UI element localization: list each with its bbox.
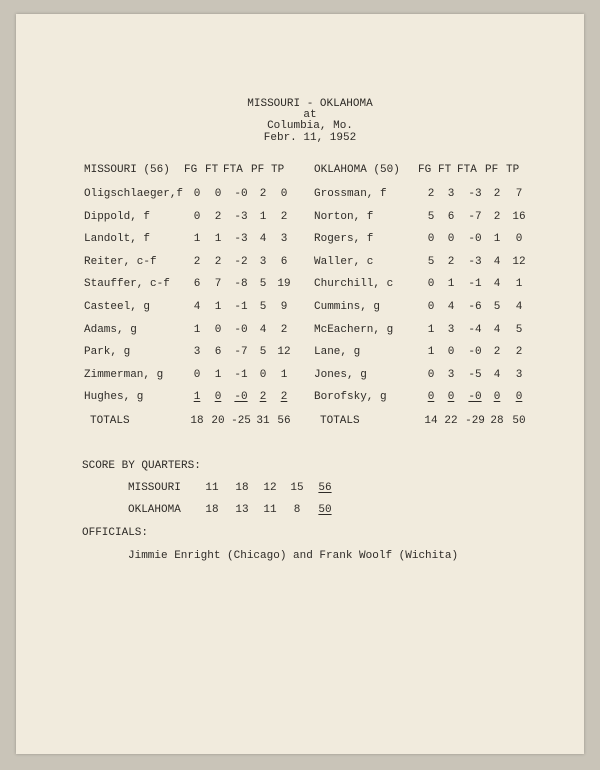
stat-cell: 3 [515, 368, 523, 381]
stat-cell: 2 [280, 210, 288, 223]
stat-cell: 0 [427, 391, 435, 404]
quarter-score: 50 [318, 504, 332, 516]
quarters-label: SCORE BY QUARTERS: [82, 460, 201, 472]
stat-cell: 2 [259, 188, 267, 200]
stat-cell: -0 [234, 391, 248, 404]
stat-cell: 2 [427, 188, 435, 200]
quarter-score: 12 [263, 482, 277, 494]
stat-cell: 0 [447, 233, 455, 246]
stat-cell: 4 [493, 255, 501, 268]
oklahoma-title: OKLAHOMA (50) [314, 164, 400, 176]
quarters-team: MISSOURI [128, 482, 181, 494]
left-col-fg: FG [184, 164, 198, 176]
stat-cell: 1 [193, 391, 201, 404]
total-cell: -29 [465, 415, 485, 427]
right-col-ft: FT [438, 164, 452, 176]
stat-cell: 1 [493, 233, 501, 246]
total-cell: 28 [490, 415, 504, 427]
stat-cell: -0 [468, 391, 482, 404]
player-name: Churchill, c [314, 278, 394, 291]
player-name: Jones, g [314, 368, 367, 381]
stat-cell: 5 [259, 278, 267, 291]
stat-cell: 2 [280, 391, 288, 404]
stat-cell: 0 [193, 368, 201, 381]
quarter-score: 13 [235, 504, 249, 516]
player-name: Cummins, g [314, 301, 381, 313]
player-name: Reiter, c-f [84, 255, 157, 268]
left-col-tp: TP [271, 164, 285, 176]
stat-cell: 2 [493, 188, 501, 200]
stat-cell: -3 [234, 233, 248, 246]
stat-cell: 4 [447, 301, 455, 313]
player-name: Hughes, g [84, 391, 144, 404]
stat-cell: 6 [193, 278, 201, 291]
stat-cell: 4 [515, 301, 523, 313]
missouri-title: MISSOURI (56) [84, 164, 170, 176]
quarter-score: 18 [235, 482, 249, 494]
quarter-score: 15 [290, 482, 304, 494]
stat-cell: -4 [468, 323, 482, 336]
player-name: Rogers, f [314, 233, 374, 246]
stat-cell: 7 [214, 278, 222, 291]
stat-cell: -5 [468, 368, 482, 381]
quarter-score: 8 [293, 504, 301, 516]
total-cell: -25 [231, 415, 251, 427]
player-name: Park, g [84, 346, 131, 359]
stat-cell: 7 [515, 188, 523, 200]
stat-cell: 3 [259, 255, 267, 268]
player-name: Landolt, f [84, 233, 151, 246]
stat-cell: 2 [493, 346, 501, 359]
stat-cell: -0 [468, 233, 482, 246]
stat-cell: 0 [515, 391, 523, 404]
total-cell: 56 [277, 415, 291, 427]
stat-cell: 0 [447, 346, 455, 359]
stat-cell: 4 [259, 233, 267, 246]
stat-cell: 0 [427, 233, 435, 246]
stat-cell: 4 [493, 368, 501, 381]
stat-cell: 1 [214, 301, 222, 313]
stat-cell: 1 [515, 278, 523, 291]
stat-cell: 5 [427, 255, 435, 268]
stat-cell: 5 [259, 301, 267, 313]
right-col-tp: TP [506, 164, 520, 176]
player-name: Lane, g [314, 346, 361, 359]
stat-cell: 12 [277, 346, 291, 359]
player-name: Grossman, f [314, 188, 387, 200]
officials-label: OFFICIALS: [82, 527, 149, 539]
stat-cell: -1 [234, 368, 248, 381]
stat-cell: -7 [234, 346, 248, 359]
stat-cell: 2 [447, 255, 455, 268]
stat-cell: -2 [234, 255, 248, 268]
stat-cell: 0 [259, 368, 267, 381]
stat-cell: 5 [259, 346, 267, 359]
stat-cell: 4 [259, 323, 267, 336]
totals-label: TOTALS [320, 415, 360, 427]
stat-cell: -0 [234, 323, 248, 336]
stat-cell: 1 [427, 323, 435, 336]
total-cell: 18 [190, 415, 204, 427]
stat-cell: 2 [280, 323, 288, 336]
player-name: Dippold, f [84, 210, 151, 223]
stat-cell: -1 [234, 301, 248, 313]
stat-cell: 3 [447, 368, 455, 381]
total-cell: 14 [424, 415, 438, 427]
stat-cell: 1 [259, 210, 267, 223]
quarters-team: OKLAHOMA [128, 504, 181, 516]
stat-cell: 4 [493, 278, 501, 291]
document-page [16, 14, 584, 754]
stat-cell: -7 [468, 210, 482, 223]
stat-cell: -1 [468, 278, 482, 291]
stat-cell: 6 [447, 210, 455, 223]
player-name: Waller, c [314, 255, 374, 268]
quarter-score: 11 [205, 482, 219, 494]
stat-cell: 1 [214, 233, 222, 246]
left-col-ft: FT [205, 164, 219, 176]
stat-cell: 3 [280, 233, 288, 246]
stat-cell: 1 [214, 368, 222, 381]
stat-cell: 1 [193, 323, 201, 336]
right-col-fg: FG [418, 164, 432, 176]
quarter-score: 11 [263, 504, 277, 516]
stat-cell: 3 [193, 346, 201, 359]
stat-cell: 2 [214, 255, 222, 268]
stat-cell: 0 [427, 278, 435, 291]
stat-cell: 12 [512, 255, 526, 268]
stat-cell: -0 [234, 188, 248, 200]
stat-cell: 1 [427, 346, 435, 359]
stat-cell: 2 [493, 210, 501, 223]
stat-cell: 0 [427, 368, 435, 381]
stat-cell: 2 [259, 391, 267, 404]
header-location: Columbia, Mo. [267, 120, 353, 132]
stat-cell: 0 [447, 391, 455, 404]
quarter-score: 56 [318, 482, 332, 494]
total-cell: 50 [512, 415, 526, 427]
stat-cell: 5 [493, 301, 501, 313]
stat-cell: 0 [280, 188, 288, 200]
stat-cell: 6 [280, 255, 288, 268]
stat-cell: 0 [515, 233, 523, 246]
stat-cell: 1 [447, 278, 455, 291]
stat-cell: 5 [515, 323, 523, 336]
stat-cell: 0 [214, 391, 222, 404]
header-at: at [303, 109, 317, 121]
stat-cell: 2 [214, 210, 222, 223]
stat-cell: 5 [427, 210, 435, 223]
stat-cell: 3 [447, 188, 455, 200]
stat-cell: -3 [468, 255, 482, 268]
left-col-fta: FTA [223, 164, 243, 176]
quarter-score: 18 [205, 504, 219, 516]
header-date: Febr. 11, 1952 [263, 132, 357, 144]
player-name: Oligschlaeger,f [84, 188, 184, 200]
player-name: Norton, f [314, 210, 374, 223]
stat-cell: 0 [214, 323, 222, 336]
stat-cell: 3 [447, 323, 455, 336]
left-col-pf: PF [251, 164, 265, 176]
total-cell: 20 [211, 415, 225, 427]
total-cell: 22 [444, 415, 458, 427]
officials-text: Jimmie Enright (Chicago) and Frank Woolf (Wichita) [128, 550, 459, 562]
stat-cell: -8 [234, 278, 248, 291]
stat-cell: 1 [280, 368, 288, 381]
stat-cell: 2 [193, 255, 201, 268]
stat-cell: -3 [468, 188, 482, 200]
stat-cell: 2 [515, 346, 523, 359]
stat-cell: -3 [234, 210, 248, 223]
stat-cell: 6 [214, 346, 222, 359]
stat-cell: 9 [280, 301, 288, 313]
totals-label: TOTALS [90, 415, 130, 427]
stat-cell: 0 [193, 188, 201, 200]
stat-cell: -6 [468, 301, 482, 313]
player-name: Casteel, g [84, 301, 151, 313]
stat-cell: 0 [214, 188, 222, 200]
stat-cell: 4 [493, 323, 501, 336]
player-name: Stauffer, c-f [84, 278, 170, 291]
stat-cell: 4 [193, 301, 201, 313]
right-col-fta: FTA [457, 164, 477, 176]
stat-cell: 0 [493, 391, 501, 404]
player-name: Zimmerman, g [84, 368, 164, 381]
header-matchup: MISSOURI - OKLAHOMA [247, 98, 373, 110]
player-name: Borofsky, g [314, 391, 387, 404]
total-cell: 31 [256, 415, 270, 427]
stat-cell: 0 [193, 210, 201, 223]
stat-cell: -0 [468, 346, 482, 359]
right-col-pf: PF [485, 164, 499, 176]
stat-cell: 16 [512, 210, 526, 223]
player-name: Adams, g [84, 323, 137, 336]
player-name: McEachern, g [314, 323, 394, 336]
stat-cell: 1 [193, 233, 201, 246]
stat-cell: 19 [277, 278, 291, 291]
stat-cell: 0 [427, 301, 435, 313]
